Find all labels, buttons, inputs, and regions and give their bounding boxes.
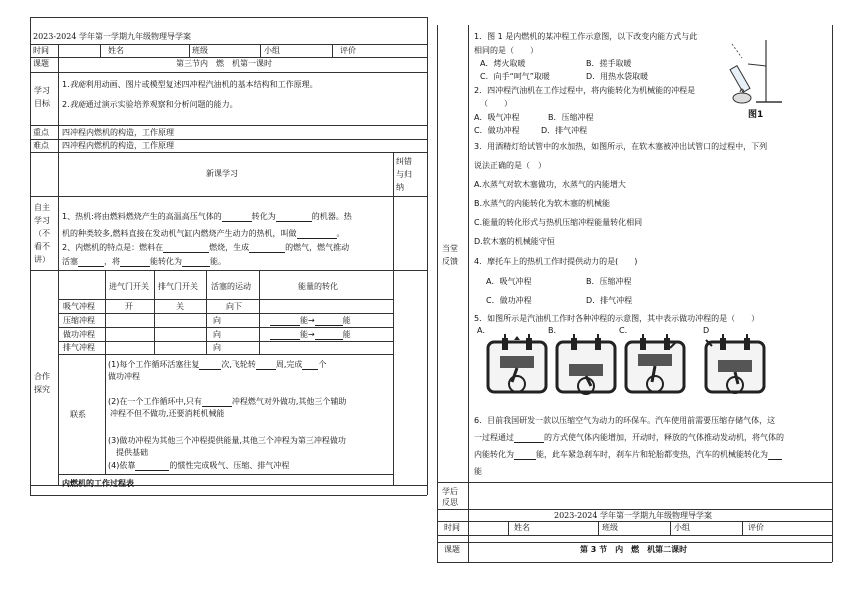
goal-2: 2.我能通过演示实验培养观察和分析问题的能力。 [62, 100, 238, 109]
link-2-line2: 冲程不但不做功,还要消耗机械能 [110, 409, 225, 418]
group-label: 小组 [264, 46, 280, 55]
q3-option-c: C.能量的转化形式与热机压缩冲程能量转化相同 [474, 218, 643, 227]
goal-1: 1.我能利用动画、图片或模型复述四冲程汽油机的基本结构和工作原理。 [62, 80, 318, 89]
self-study-label: 自主学习（不看不讲） [34, 203, 50, 264]
new-lesson-label: 新课学习 [206, 169, 238, 178]
link-3-line1: (3)做功冲程为其他三个冲程提供能量,其他三个冲程为第三冲程做功 [108, 436, 346, 445]
difficulty-label: 难点 [33, 141, 49, 150]
q5-stem: 5．如图所示是汽油机工作时各种冲程的示意图，其中表示做功冲程的是（ ） [474, 314, 760, 323]
q2-option-d: D．排气冲程 [541, 126, 588, 135]
time-label-2: 时间 [444, 523, 460, 532]
goals-label: 学习目标 [34, 86, 50, 108]
q4-option-b: B．压缩冲程 [586, 277, 632, 286]
q4-option-d: D．排气冲程 [586, 296, 633, 305]
eval-label-2: 评价 [748, 523, 764, 532]
q3-line1: 3．用酒精灯给试管中的水加热，如图所示，在软木塞被冲出试管口的过程中，下列 [474, 142, 768, 151]
test-tube-figure [728, 36, 784, 110]
q1-option-b: B．搓手取暖 [586, 59, 632, 68]
group-label-2: 小组 [674, 523, 690, 532]
link-1-line2: 做功冲程 [108, 372, 140, 381]
q1-line1: 1．图 1 是内燃机的某冲程工作示意图，以下改变内能方式与此 [474, 32, 698, 41]
time-label: 时间 [33, 46, 49, 55]
cooperation-label: 合作探究 [34, 372, 50, 394]
power-direction: 向 [213, 330, 221, 339]
q2-option-b: B．压缩冲程 [548, 113, 594, 122]
intake-valve-open: 开 [125, 302, 133, 311]
self-q1-line1: 1、热机:将由燃料燃烧产生的高温高压气体的 转化为 的机器。热 [62, 212, 352, 221]
q1-option-a: A．烤火取暖 [480, 59, 526, 68]
difficulty-text: 四冲程内燃机的构造，工作原理 [62, 141, 174, 150]
compress-direction: 向 [213, 316, 221, 325]
compress-energy: 能→ 能 [270, 316, 351, 326]
q6-line3: 内能转化为 能，此车紧急刹车时，刹车片和轮胎都变热，汽车的机械能转化为 [474, 450, 782, 460]
class-label: 班级 [192, 46, 208, 55]
self-q2-line1: 2、内燃机的特点是：燃料在 燃烧，生成 的燃气，燃气推动 [62, 243, 350, 252]
process-table-title: 内燃机的工作过程表 [62, 479, 134, 488]
q4-option-a: A．吸气冲程 [486, 277, 532, 286]
topic-label-2: 课题 [444, 545, 460, 554]
q1-option-d: D．用热水袋取暖 [586, 72, 649, 81]
link-4: (4)依靠 的惯性完成吸气、压缩、排气冲程 [108, 461, 290, 470]
topic-title: 第三节内 燃 机第一课时 [176, 59, 272, 68]
q2-option-a: A．吸气冲程 [474, 113, 520, 122]
reflection-label: 学后反思 [442, 487, 458, 507]
link-3-line2: 提供基础 [116, 448, 148, 457]
stroke-exhaust: 排气冲程 [63, 343, 95, 352]
q3-line2: 说法正确的是（ ） [474, 161, 546, 170]
link-1-line1: (1)每个工作循环活塞往复 次,飞轮转 周,完成 个 [108, 360, 327, 369]
topic-title-2: 第 3 节 内 燃 机第二课时 [580, 545, 688, 554]
key-text: 四冲程内燃机的构造，工作原理 [62, 128, 174, 137]
self-q1-line2: 机的种类较多,燃料直接在发动机气缸内燃烧产生动力的热机，叫做 。 [62, 229, 345, 238]
engine-diagram-a [484, 334, 550, 396]
col-intake-valve: 进气门开关 [109, 282, 149, 291]
power-energy: 能→ 能 [270, 330, 351, 340]
exhaust-direction: 向 [213, 343, 221, 352]
figure-1-label: 图1 [748, 110, 764, 120]
eval-label: 评价 [340, 46, 356, 55]
col-exhaust-valve: 排气门开关 [158, 282, 198, 291]
q3-option-b: B.水蒸气的内能转化为软木塞的机械能 [474, 199, 611, 208]
q3-option-d: D.软木塞的机械能守恒 [474, 237, 555, 246]
link-2-line1: (2)在一个工作循环中,只有 冲程燃气对外做功,其他三个辅助 [108, 397, 347, 406]
q1-line2: 相同的是（ ） [474, 46, 538, 55]
q2-line2: （ ） [480, 99, 512, 108]
q5-label-a: A． [477, 326, 491, 335]
stroke-intake: 吸气冲程 [63, 302, 95, 311]
q4-option-c: C．做功冲程 [486, 296, 532, 305]
q1-option-c: C．向手“呵气”取暖 [480, 72, 550, 81]
q4-stem: 4．摩托车上的热机工作时提供动力的是( ) [474, 257, 638, 266]
key-label: 重点 [33, 128, 49, 137]
engine-diagram-c [622, 334, 688, 396]
q3-option-a: A.水蒸气对软木塞做功，水蒸气的内能增大 [474, 180, 626, 189]
feedback-label: 当堂反馈 [442, 244, 458, 266]
header-title-2: 2023-2024 学年第一学期九年级物理导学案 [554, 511, 712, 520]
link-label: 联系 [70, 410, 86, 419]
q2-option-c: C．做功冲程 [474, 126, 520, 135]
engine-diagram-d [702, 334, 768, 396]
piston-down: 向下 [226, 302, 242, 311]
col-piston-motion: 活塞的运动 [211, 282, 251, 291]
stroke-compression: 压缩冲程 [63, 316, 95, 325]
correction-label: 纠错与归纳 [396, 157, 412, 192]
self-q2-line2: 活塞 ，将 能转化为 能。 [62, 257, 226, 266]
exhaust-valve-closed: 关 [176, 302, 184, 311]
topic-label: 课题 [33, 59, 49, 68]
q6-line1: 6．目前我国研发一款以压缩空气为动力的环保车。汽车使用前需要压缩存储气体，这 [474, 416, 776, 425]
q2-line1: 2．四冲程汽油机在工作过程中，将内能转化为机械能的冲程是 [474, 86, 696, 95]
q5-label-b: B． [548, 326, 562, 335]
q6-line2: 一过程通过 的方式使气体内能增加，开动时，释放的气体推动发动机，将气体的 [474, 433, 784, 442]
header-title: 2023-2024 学年第一学期九年级物理导学案 [33, 32, 191, 41]
q5-label-c: C． [619, 326, 633, 335]
col-energy-conversion: 能量的转化 [298, 282, 338, 291]
name-label-2: 姓名 [514, 523, 530, 532]
q6-line4: 能 [474, 467, 482, 476]
engine-diagram-b [553, 334, 619, 396]
name-label: 姓名 [108, 46, 124, 55]
class-label-2: 班级 [602, 523, 618, 532]
q5-label-d: D [703, 326, 710, 335]
stroke-power: 做功冲程 [63, 330, 95, 339]
